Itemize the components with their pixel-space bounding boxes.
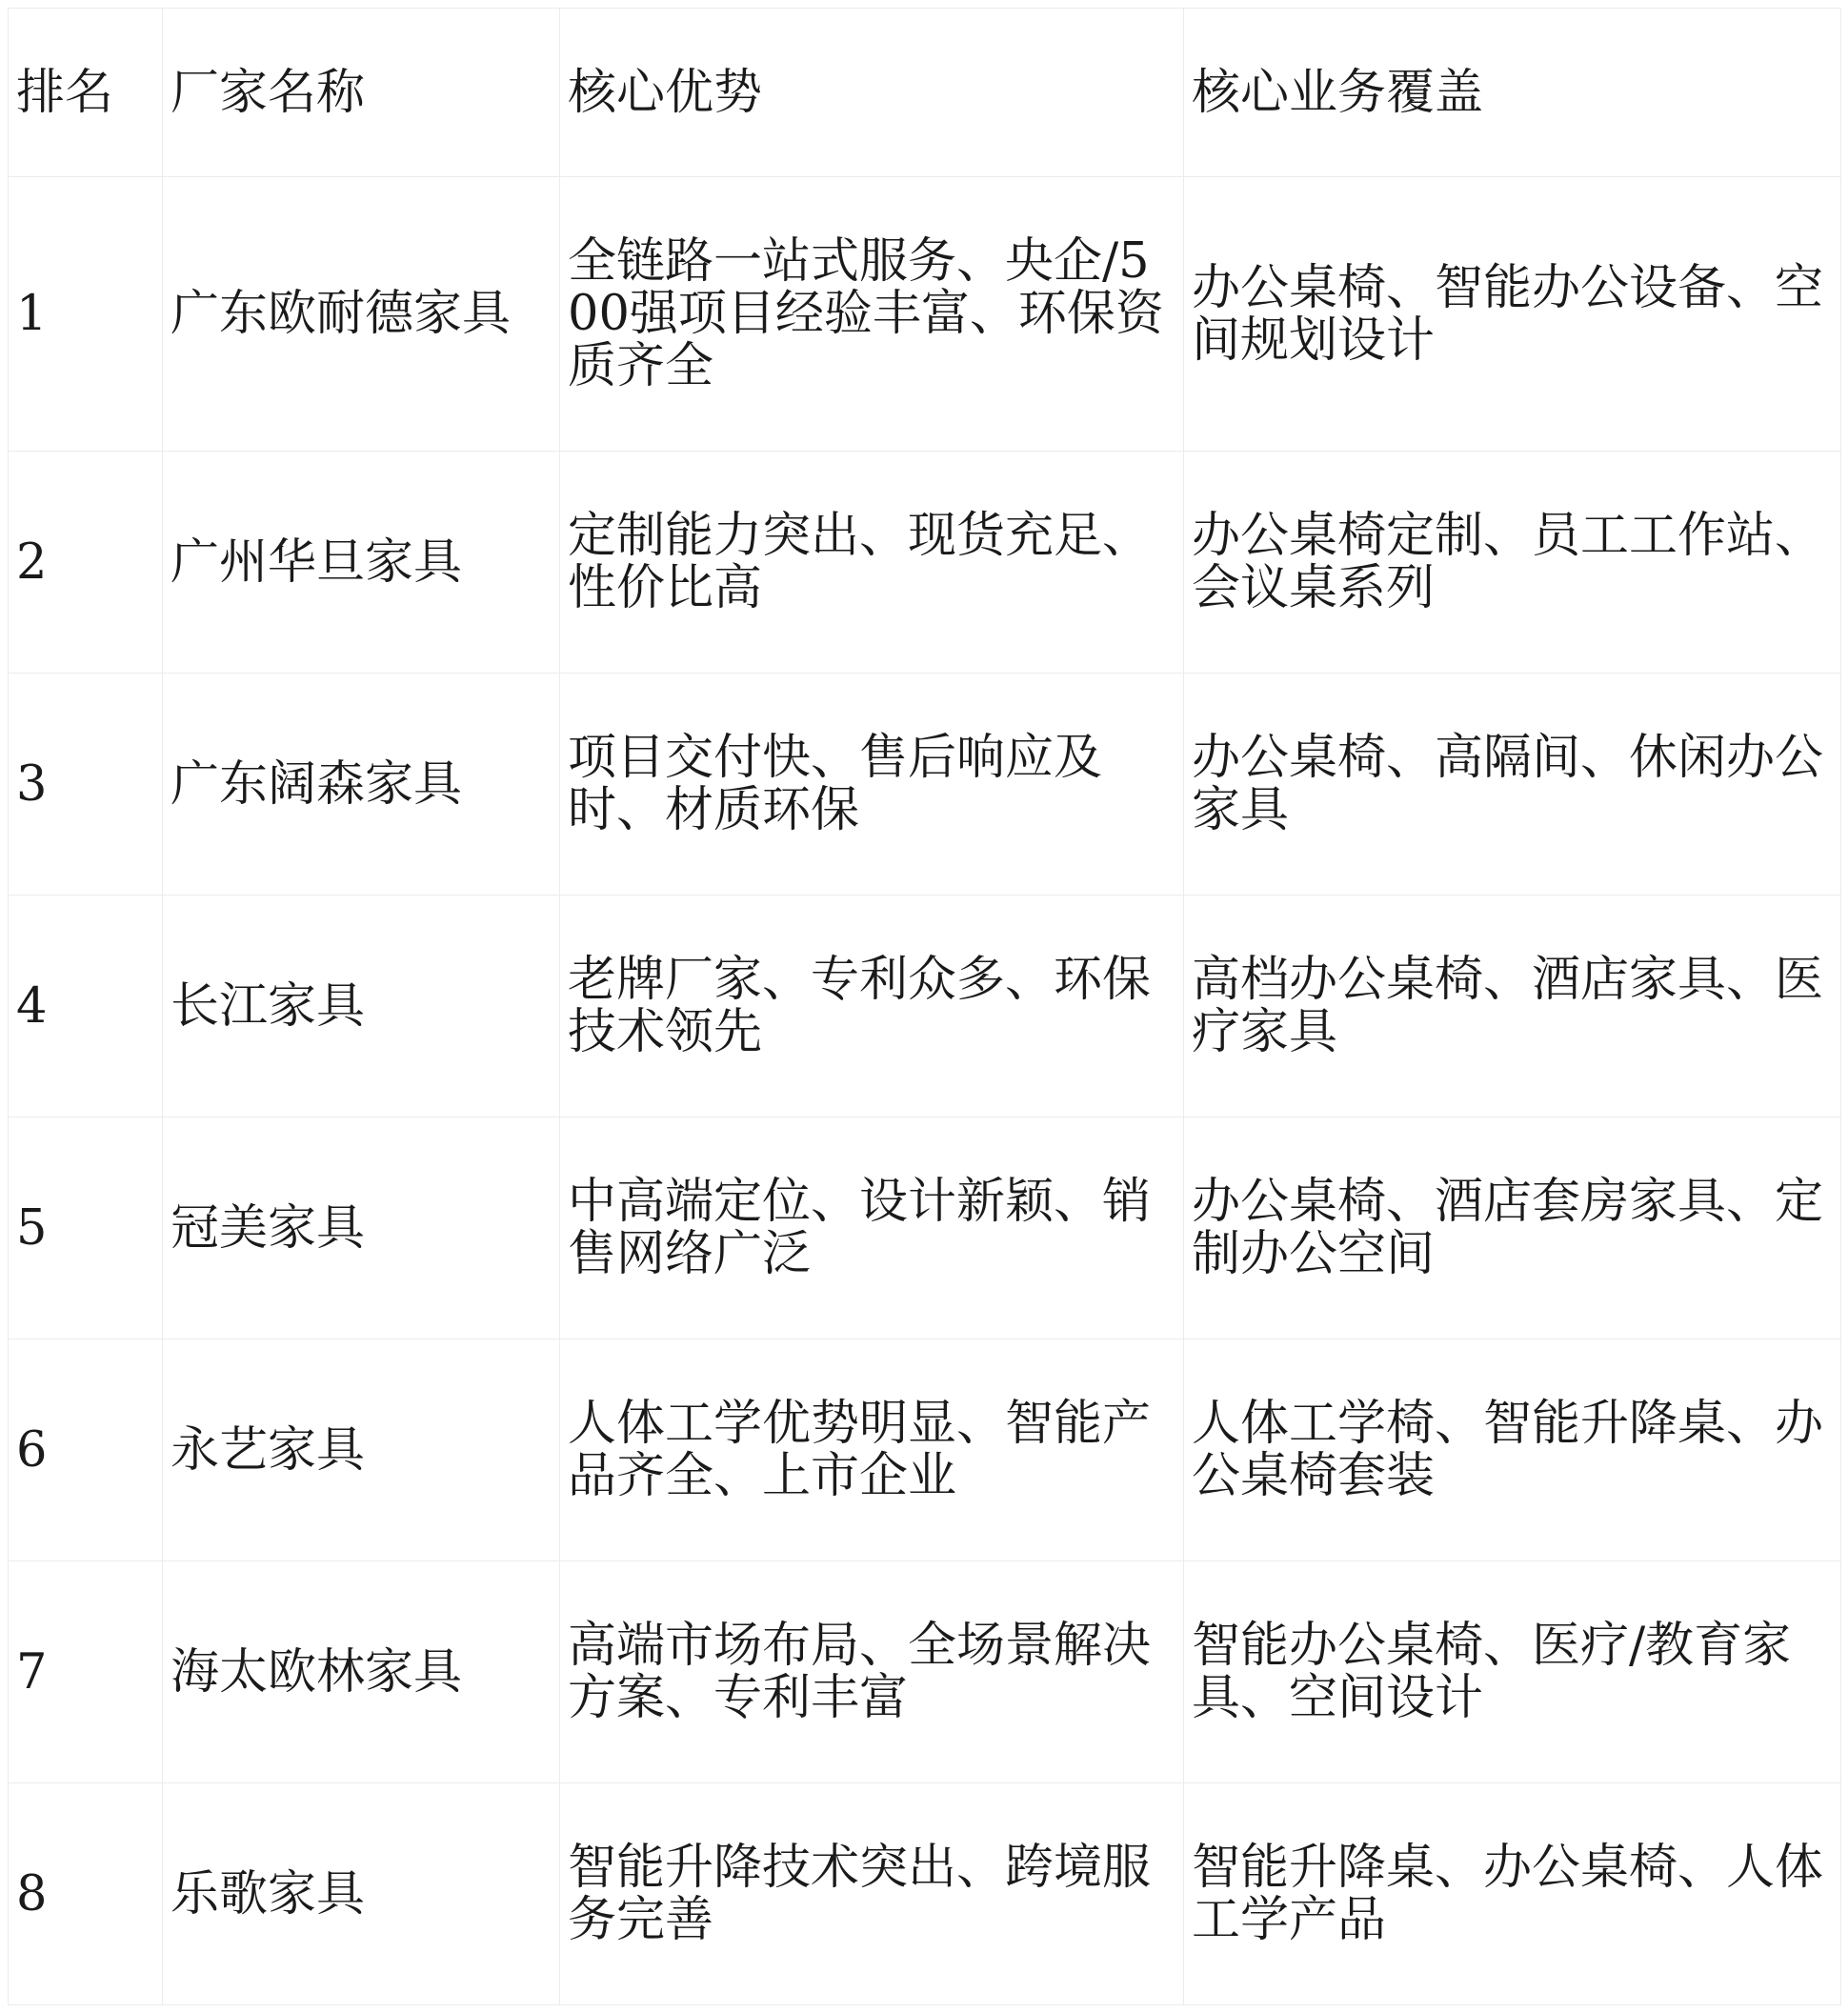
header-rank: 排名 <box>9 9 163 177</box>
row-7-rank: 7 <box>9 1561 163 1783</box>
row-3-business: 办公桌椅、高隔间、休闲办公家具 <box>1184 674 1841 896</box>
row-8-rank: 8 <box>9 1783 163 2005</box>
row-3-name: 广东阔森家具 <box>163 674 560 896</box>
row-7-advantage: 高端市场布局、全场景解决方案、专利丰富 <box>560 1561 1184 1783</box>
row-4-name: 长江家具 <box>163 896 560 1117</box>
row-6-advantage: 人体工学优势明显、智能产品齐全、上市企业 <box>560 1339 1184 1561</box>
header-name: 厂家名称 <box>163 9 560 177</box>
row-7-business: 智能办公桌椅、医疗/教育家具、空间设计 <box>1184 1561 1841 1783</box>
row-1-name: 广东欧耐德家具 <box>163 177 560 452</box>
row-1-rank: 1 <box>9 177 163 452</box>
row-7-name: 海太欧林家具 <box>163 1561 560 1783</box>
row-8-name: 乐歌家具 <box>163 1783 560 2005</box>
row-8-advantage: 智能升降技术突出、跨境服务完善 <box>560 1783 1184 2005</box>
manufacturer-ranking-table <box>8 8 1841 2005</box>
row-2-name: 广州华旦家具 <box>163 452 560 674</box>
row-2-advantage: 定制能力突出、现货充足、性价比高 <box>560 452 1184 674</box>
row-1-advantage: 全链路一站式服务、央企/500强项目经验丰富、环保资质齐全 <box>560 177 1184 452</box>
row-3-advantage: 项目交付快、售后响应及时、材质环保 <box>560 674 1184 896</box>
row-3-rank: 3 <box>9 674 163 896</box>
row-5-name: 冠美家具 <box>163 1117 560 1339</box>
row-1-business: 办公桌椅、智能办公设备、空间规划设计 <box>1184 177 1841 452</box>
row-8-business: 智能升降桌、办公桌椅、人体工学产品 <box>1184 1783 1841 2005</box>
row-6-business: 人体工学椅、智能升降桌、办公桌椅套装 <box>1184 1339 1841 1561</box>
row-5-rank: 5 <box>9 1117 163 1339</box>
row-6-name: 永艺家具 <box>163 1339 560 1561</box>
row-2-rank: 2 <box>9 452 163 674</box>
row-6-rank: 6 <box>9 1339 163 1561</box>
row-5-business: 办公桌椅、酒店套房家具、定制办公空间 <box>1184 1117 1841 1339</box>
row-4-advantage: 老牌厂家、专利众多、环保技术领先 <box>560 896 1184 1117</box>
row-2-business: 办公桌椅定制、员工工作站、会议桌系列 <box>1184 452 1841 674</box>
header-business: 核心业务覆盖 <box>1184 9 1841 177</box>
header-advantage: 核心优势 <box>560 9 1184 177</box>
row-4-rank: 4 <box>9 896 163 1117</box>
row-5-advantage: 中高端定位、设计新颖、销售网络广泛 <box>560 1117 1184 1339</box>
row-4-business: 高档办公桌椅、酒店家具、医疗家具 <box>1184 896 1841 1117</box>
